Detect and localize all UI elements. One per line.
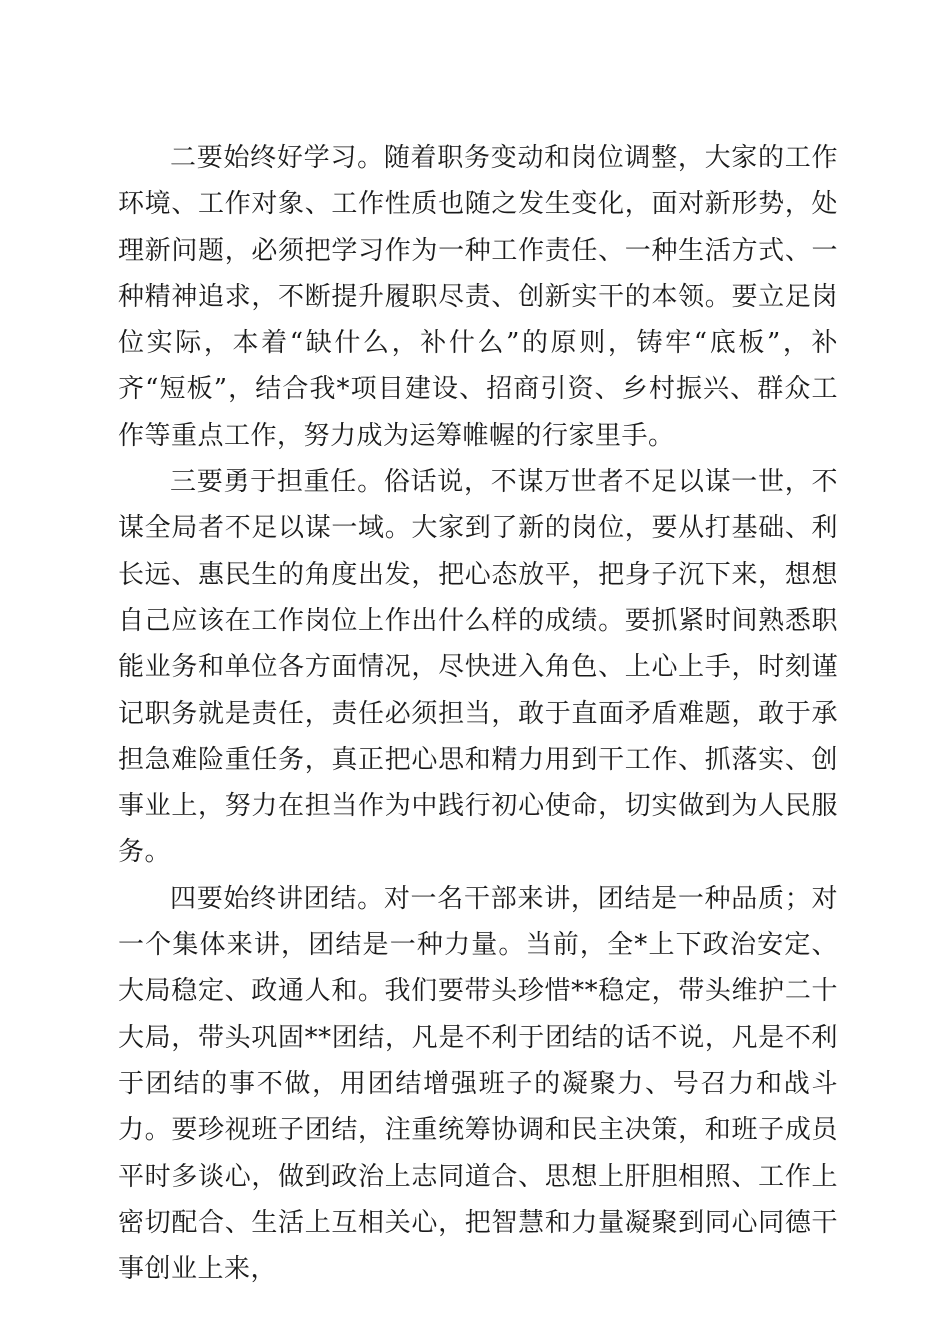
paragraph-learning: 二要始终好学习。随着职务变动和岗位调整，大家的工作环境、工作对象、工作性质也随之发生变化，面对新形势，处理新问题，必须把学习作为一种工作责任、一种生活方式、一种精神追求，不断提升履职尽责、创新实干的本领。要立足岗位实际，本着“缺什么，补什么”的原则，铸牢“底板”，补齐“短板”，结合我*项目建设、招商引资、乡村振兴、群众工作等重点工作，努力成为运筹帷幄的行家里手。 — [118, 143, 838, 451]
paragraph-unity: 四要始终讲团结。对一名干部来讲，团结是一种品质；对一个集体来讲，团结是一种力量。当前，全*上下政治安定、大局稳定、政通人和。我们要带头珍惜**稳定，带头维护二十大局，带头巩固**团结，凡是不利于团结的话不说，凡是不利于团结的事不做，用团结增强班子的凝聚力、号召力和战斗力。要珍视班子团结，注重统筹协调和民主决策，和班子成员平时多谈心，做到政治上志同道合、思想上肝胆相照、工作上密切配合、生活上互相关心，把智慧和力量凝聚到同心同德干事创业上来， — [118, 883, 838, 1285]
paragraph-responsibility: 三要勇于担重任。俗话说，不谋万世者不足以谋一世，不谋全局者不足以谋一域。大家到了新的岗位，要从打基础、利长远、惠民生的角度出发，把心态放平，把身子沉下来，想想自己应该在工作岗位上作出什么样的成绩。要抓紧时间熟悉职能业务和单位各方面情况，尽快进入角色、上心上手，时刻谨记职务就是责任，责任必须担当，敢于直面矛盾难题，敢于承担急难险重任务，真正把心思和精力用到干工作、抓落实、创事业上，努力在担当作为中践行初心使命，切实做到为人民服务。 — [118, 467, 838, 868]
document-body — [118, 135, 838, 1292]
